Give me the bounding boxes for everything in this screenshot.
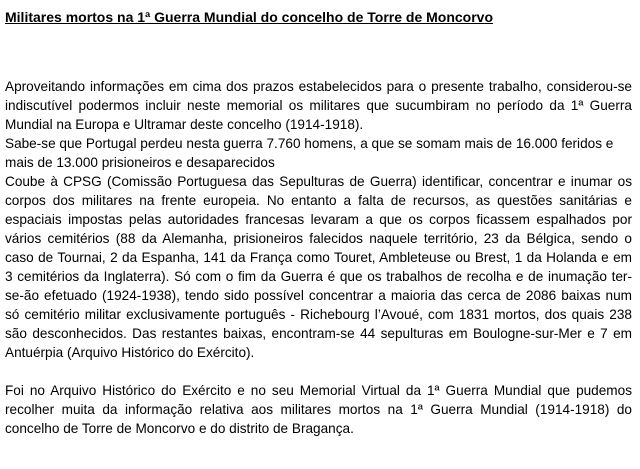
paragraph-cpsg: Coube à CPSG (Comissão Portuguesa das Sepulturas de Guerra) identificar, concentrar e inumar os corpos dos militares na frente europeia. No entanto a falta de recursos, as questões sanitárias e espaciais impostas pelas autoridades francesas levaram a que os corpos ficassem espalhados por vários cemitérios (88 da Alemanha, prisioneiros falecidos naquele território, 23 da Bélgica, sendo o caso de Tournai, 2 da Espanha, 141 da França como Touret, Ambleteuse ou Brest, 1 da Holanda e em 3 cemitérios da Inglaterra). Só com o fim da Guerra é que os trabalhos de recolha e de inumação ter-se-ão efetuado (1924-1938), tendo sido possível concentrar a maioria das cerca de 2086 baixas num só cemitério militar exclusivamente português - Richebourg l’Avoué, com 1831 mortos, dos quais 238 são desconhecidos. Das restantes baixas, encontram-se 44 sepulturas em Boulogne-sur-Mer e 7 em Antuérpia (Arquivo Histórico do Exército). xyxy=(5,174,632,360)
paragraph-intro: Aproveitando informações em cima dos prazos estabelecidos para o presente trabalho, considerou-se indiscutível podermos incluir neste memorial os militares que sucumbiram no período da 1ª Guerra Mundial na Europa e Ultramar deste concelho (1914-1918). xyxy=(5,79,632,132)
document-title: Militares mortos na 1ª Guerra Mundial do concelho de Torre de Moncorvo xyxy=(5,9,494,25)
document-body xyxy=(5,77,632,438)
paragraph-archive: Foi no Arquivo Histórico do Exército e no seu Memorial Virtual da 1ª Guerra Mundial que pudemos recolher muita da informação relativa aos militares mortos na 1ª Guerra Mundial (1914-1918) do concelho de Torre de Moncorvo e do distrito de Bragança. xyxy=(5,383,632,436)
document xyxy=(5,0,632,438)
paragraph-losses: Sabe-se que Portugal perdeu nesta guerra 7.760 homens, a que se somam mais de 16.000 feridos e mais de 13.000 prisioneiros e desaparecidos xyxy=(5,136,614,170)
